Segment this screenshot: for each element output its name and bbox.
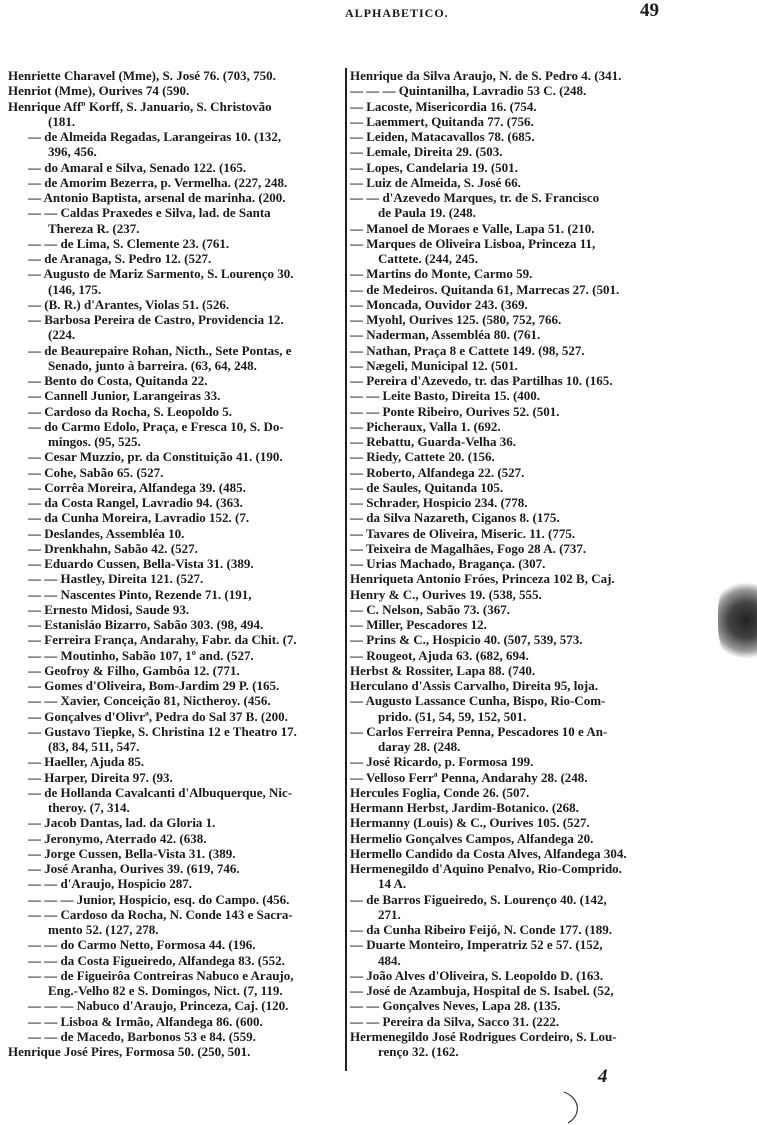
directory-entry-line: Herbst & Rossiter, Lapa 88. (740. [350,662,536,678]
directory-entry-line: — Antonio Baptista, arsenal de marinha. (200. [28,190,286,205]
entry-continuation-line: mento 52. (127, 278. [48,922,159,937]
entry-continuation-line: mingos. (95, 525. [48,434,141,449]
directory-entry-line: — de Amorim Bezerra, p. Vermelha. (227, 248. [28,174,288,190]
directory-entry-line: — — do Carmo Netto, Formosa 44. (196. [28,937,256,953]
directory-entry-line: Hermello Candido da Costa Alves, Alfandega 304. [350,845,627,861]
directory-entry-line: — — Pereira da Silva, Sacco 31. (222. [350,1013,560,1029]
directory-entry-line: — Ernesto Midosi, Saude 93. [28,601,190,617]
directory-entry-line: — Laemmert, Quitanda 77. (756. [350,113,534,129]
directory-entry-line: — Estanisláo Bizarro, Sabão 303. (98, 494. [28,617,264,632]
directory-entry-line: — — Nascentes Pinto, Rezende 71. (191, [28,586,252,602]
directory-entry-line: — Jacob Dantas, lad. da Gloria 1. [28,815,216,831]
directory-entry-line: — do Amaral e Silva, Senado 122. (165. [28,159,247,175]
directory-entry-line: Hermenegildo José Rodrigues Cordeiro, S. Lou- [350,1028,617,1044]
column-divider [345,68,347,1071]
directory-entry-line: — Myohl, Ourives 125. (580, 752, 766. [350,312,562,327]
page-number: 49 [640,0,659,21]
directory-entry-line: — — da Costa Figueiredo, Alfandega 83. (552. [28,952,285,968]
directory-entry-line: Henrique Affº Korff, S. Januario, S. Christovão [8,98,272,114]
directory-entry-line: — Manoel de Moraes e Valle, Lapa 51. (210. [350,220,595,236]
directory-entry-line: — Pereira d'Azevedo, tr. das Partilhas 10. (165. [350,373,613,388]
directory-entry-line: — da Cunha Moreira, Lavradio 152. (7. [28,510,250,526]
directory-entry-line: Herculano d'Assis Carvalho, Direita 95, loja. [350,678,598,693]
directory-entry-line: — Gonçalves d'Olivrª, Pedra do Sal 37 B. (200. [28,708,288,724]
directory-entry-line: — Rebattu, Guarda-Velha 36. [350,434,517,449]
directory-entry-line: — Riedy, Cattete 20. (156. [350,449,495,465]
directory-entry-line: Hermenegildo d'Aquino Penalvo, Rio-Comprido. [350,861,622,876]
ink-blot [718,578,757,663]
directory-entry-line: — C. Nelson, Sabão 73. (367. [350,601,510,617]
directory-entry-line: — — Leite Basto, Direita 15. (400. [350,388,541,404]
directory-entry-line: — — Hastley, Direita 121. (527. [28,571,204,587]
entry-continuation-line: daray 28. (248. [378,739,461,754]
entry-continuation-line: theroy. (7, 314. [48,800,130,815]
directory-entry-line: — — — Junior, Hospicio, esq. do Campo. (456. [28,891,290,907]
directory-entry-line: — Lopes, Candelaria 19. (501. [350,159,518,175]
directory-entry-line: — do Carmo Edolo, Praça, e Fresca 10, S. Do- [28,418,284,434]
directory-entry-line: — — Lisboa & Irmão, Alfandega 86. (600. [28,1013,263,1029]
directory-entry-line: — Tavares de Oliveira, Miseric. 11. (775. [350,525,576,541]
directory-entry-line: — — Caldas Praxedes e Silva, lad. de Santa [28,205,271,221]
directory-entry-line: — — — Nabuco d'Araujo, Princeza, Caj. (120. [28,998,289,1014]
directory-entry-line: — Geofroy & Filho, Gambôa 12. (771. [28,662,240,678]
directory-entry-line: — Velloso Ferrª Penna, Andarahy 28. (248. [350,769,588,785]
directory-entry-line: — Harper, Direita 97. (93. [28,769,173,785]
directory-entry-line: — de Hollanda Cavalcanti d'Albuquerque, Nic- [28,784,293,800]
directory-entry-line: — Teixeira de Magalhães, Fogo 28 A. (737. [350,540,587,556]
directory-entry-line: — Rougeot, Ajuda 63. (682, 694. [350,647,529,663]
directory-entry-line: — Schrader, Hospicio 234. (778. [350,495,528,510]
directory-entry-line: — Cesar Muzzio, pr. da Constituição 41. (190. [28,449,283,465]
running-header: ALPHABETICO. [345,6,449,20]
entry-continuation-line: prido. (51, 54, 59, 152, 501. [378,708,527,724]
directory-entry-line: — de Aranaga, S. Pedro 12. (527. [28,251,212,266]
directory-entry-line: — Bento do Costa, Quitanda 22. [28,373,208,388]
directory-entry-line: — da Costa Rangel, Lavradio 94. (363. [28,495,243,510]
entry-continuation-line: 396, 456. [48,144,97,160]
directory-entry-line: — — de Figueirôa Contreiras Nabuco e Araujo, [28,967,294,983]
directory-entry-line: Henry & C., Ourives 19. (538, 555. [350,586,542,602]
directory-entry-line: — Naderman, Assembléa 80. (761. [350,327,541,343]
directory-entry-line: Hercules Foglia, Conde 26. (507. [350,784,530,800]
directory-entry-line: — da Cunha Ribeiro Feijó, N. Conde 177. (189. [350,922,612,937]
right-column [350,68,688,1059]
entry-continuation-line: Senado, junto à barreira. (63, 64, 248. [48,357,257,373]
directory-entry-line: — — — Quintanilha, Lavradio 53 C. (248. [350,83,587,99]
directory-entry-line: — Cannell Junior, Larangeiras 33. [28,388,221,404]
entry-continuation-line: Cattete. (244, 245. [378,251,478,266]
left-column [8,68,346,1059]
directory-entry-line: — Picheraux, Valla 1. (692. [350,418,501,434]
directory-entry-line: — Barbosa Pereira de Castro, Providencia 12. [28,312,284,327]
directory-entry-line: — Haeller, Ajuda 85. [28,754,145,770]
directory-entry-line: — Roberto, Alfandega 22. (527. [350,464,525,480]
directory-entry-line: — Cardoso da Rocha, S. Leopoldo 5. [28,403,233,419]
entry-continuation-line: (146, 175. [48,281,102,297]
directory-entry-line: — Gomes d'Oliveira, Bom-Jardim 29 P. (165. [28,678,280,693]
directory-entry-line: — de Beaurepaire Rohan, Nicth., Sete Pontas, e [28,342,292,358]
directory-entry-line: Hermelio Gonçalves Campos, Alfandega 20. [350,830,594,846]
directory-entry-line: Henriqueta Antonio Fróes, Princeza 102 B, Caj. [350,571,615,587]
directory-entry-line: — Prins & C., Hospicio 40. (507, 539, 573. [350,632,583,648]
directory-entry-line: — José de Azambuja, Hospital de S. Isabel. (52, [350,983,614,998]
directory-entry-line: — — de Macedo, Barbonos 53 e 84. (559. [28,1028,256,1044]
entry-continuation-line: (224. [48,327,76,343]
page-curl-mark [560,1090,590,1125]
directory-entry-line: — de Medeiros. Quitanda 61, Marrecas 27. (501. [350,281,620,297]
directory-entry-line: — Nægeli, Municipal 12. (501. [350,357,518,373]
directory-entry-line: — Augusto de Mariz Sarmento, S. Lourenço 30. [28,266,294,282]
directory-entry-line: — Jeronymo, Aterrado 42. (638. [28,830,207,846]
directory-entry-line: — — d'Azevedo Marques, tr. de S. Francisco [350,190,600,205]
directory-entry-line: — — de Lima, S. Clemente 23. (761. [28,235,230,251]
directory-entry-line: — de Almeida Regadas, Larangeiras 10. (132, [28,129,282,144]
directory-entry-line: — Eduardo Cussen, Bella-Vista 31. (389. [28,556,254,571]
directory-entry-line: Hermann Herbst, Jardim-Botanico. (268. [350,800,579,815]
directory-entry-line: — (B. R.) d'Arantes, Violas 51. (526. [28,296,230,312]
entry-continuation-line: 14 A. [378,876,407,892]
entry-continuation-line: renço 32. (162. [378,1044,459,1059]
directory-entry-line: — de Barros Figueiredo, S. Lourenço 40. (142, [350,891,607,907]
directory-entry-line: — — d'Araujo, Hospicio 287. [28,876,192,892]
directory-entry-line: — Leiden, Matacavallos 78. (685. [350,129,535,144]
directory-entry-line: — Jorge Cussen, Bella-Vista 31. (389. [28,845,236,861]
directory-entry-line: — Augusto Lassance Cunha, Bispo, Rio-Com- [350,693,606,709]
entry-continuation-line: Thereza R. (237. [48,220,140,236]
directory-entry-line: Hermanny (Louis) & C., Ourives 105. (527. [350,815,590,831]
directory-entry-line: — — Ponte Ribeiro, Ourives 52. (501. [350,403,560,419]
directory-entry-line: — Moncada, Ouvidor 243. (369. [350,296,528,312]
directory-entry-line: — — Gonçalves Neves, Lapa 28. (135. [350,998,561,1014]
directory-entry-line: Henriette Charavel (Mme), S. José 76. (703, 750. [8,68,276,83]
directory-entry-line: — Corrêa Moreira, Alfandega 39. (485. [28,479,246,495]
directory-entry-line: — — Xavier, Conceição 81, Nictheroy. (456. [28,693,271,709]
directory-entry-line: — Nathan, Praça 8 e Cattete 149. (98, 527. [350,342,585,358]
directory-entry-line: — José Aranha, Ourives 39. (619, 746. [28,861,240,876]
directory-entry-line: Henrique José Pires, Formosa 50. (250, 501. [8,1044,251,1059]
directory-entry-line: — Ferreira França, Andarahy, Fabr. da Chit. (7. [28,632,297,648]
entry-continuation-line: (181. [48,113,76,129]
directory-entry-line: — Duarte Monteiro, Imperatriz 52 e 57. (152, [350,937,603,953]
directory-entry-line: — Drenkhahn, Sabão 42. (527. [28,540,198,556]
directory-entry-line: — de Saules, Quitanda 105. [350,479,504,495]
directory-entry-line: — da Silva Nazareth, Ciganos 8. (175. [350,510,560,526]
directory-entry-line: — Lacoste, Misericordia 16. (754. [350,98,537,114]
entry-continuation-line: (83, 84, 511, 547. [48,739,140,754]
directory-entry-line: Henrique da Silva Araujo, N. de S. Pedro 4. (341. [350,68,622,83]
entry-continuation-line: Eng.-Velho 82 e S. Domingos, Nict. (7, 119. [48,983,283,998]
directory-entry-line: — Luiz de Almeida, S. José 66. [350,174,521,190]
directory-entry-line: Henriot (Mme), Ourives 74 (590. [8,83,190,99]
directory-entry-line: — Miller, Pescadores 12. [350,617,487,632]
directory-entry-line: — João Alves d'Oliveira, S. Leopoldo D. (163. [350,967,604,983]
directory-entry-line: — Carlos Ferreira Penna, Pescadores 10 e An- [350,723,608,739]
signature-mark: 4 [598,1066,608,1087]
directory-entry-line: — Marques de Oliveira Lisboa, Princeza 11, [350,235,596,251]
directory-entry-line: — Cohe, Sabão 65. (527. [28,464,164,480]
directory-entry-line: — José Ricardo, p. Formosa 199. [350,754,534,770]
directory-entry-line: — Lemale, Direita 29. (503. [350,144,503,160]
directory-entry-line: — Gustavo Tiepke, S. Christina 12 e Theatro 17. [28,723,297,739]
entry-continuation-line: de Paula 19. (248. [378,205,476,221]
directory-entry-line: — Urias Machado, Bragança. (307. [350,556,546,571]
directory-entry-line: — Deslandes, Assembléa 10. [28,525,185,541]
directory-entry-line: — Martins do Monte, Carmo 59. [350,266,533,282]
entry-continuation-line: 271. [378,906,401,922]
entry-continuation-line: 484. [378,952,401,968]
directory-entry-line: — — Moutinho, Sabão 107, 1º and. (527. [28,647,254,663]
directory-entry-line: — — Cardoso da Rocha, N. Conde 143 e Sacra- [28,906,293,922]
